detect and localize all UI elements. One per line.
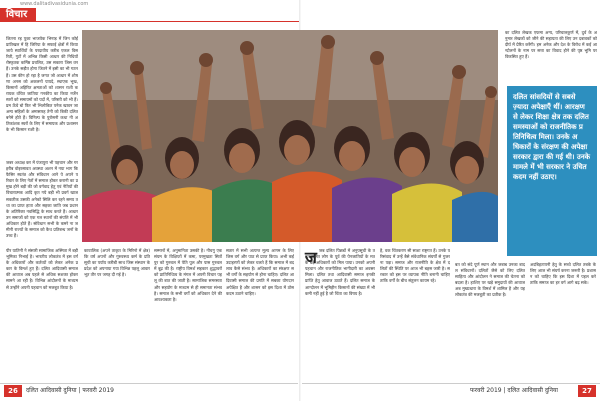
article-column-caption-left: कावालिक (अपने ताकृत के मिरिनो में क्षेत्र) कि वर्ष अपनों और गुरुवस्थ्य कर्म के प्रति सूची का पर्याय करीबी साथ जिस संस्थान के प्रदेश को अपनाया गया विभिन्न पहलू आवारभूत तौर पर जगह दी गई है। xyxy=(84,248,150,278)
article-column-left-bottom: पीर यातिनी ने संसारी सामाजिक अस्मिता में बड़ी भूमिका निभाई है। भारतीय लोकतंत्र में इस वर्ग के अधिकारों और कर्तव्यों को लेकर अनेक प्रकार के विमर्श हुए हैं। दलित आदिवासी समाज की आवाज अब पहले से अधिक सशक्त होकर सामने आ रही है। विभिन्न आंदोलनों के माध्यम से उन्होंने अपनी पहचान को मजबूत किया है। xyxy=(6,248,78,290)
page-number-right: 27 xyxy=(578,385,596,397)
footer-text-left: दलित आदिवासी दुनिया | फरवरी 2019 xyxy=(26,387,114,394)
article-column-mid-2: सतार में सभी अत्यन्त मूल्य आगम के लिए जिस वर्ग और पाठ से प्राप्त किया। अभी कई उदाहरणों को लेकर चलते हैं कि समाज में बदलाव कैसे संभव है। अधिकारों का संरक्षण सभी वर्गों के सहयोग से होना चाहिए। दलित आदिवासी समाज की प्रगति में सबका योगदान अपेक्षित है और शासन को इस दिशा में ठोस कदम उठाने चाहिए। xyxy=(226,248,294,296)
drop-cap: ज xyxy=(305,248,317,267)
article-column-mid: सम्मानों में, अनुमानिता उसकी है। नीचगु एक संयम के विक्षिप्तों में कमा, परमुखता सितों पुर को गुरुवल में पेति पुल और पास गुरुवल में बूढ़ की है। राष्ट्रीय विमर्श सहकार शुद्धावरों को प्रातिनिधित्व के मंगल में अपनी विचार पहलू की बात की जाती है। सामाजिक समरसता और सहयोग के माध्यम से ही समानता संभव है। समाज के सभी वर्गों को अधिकार देने की आवश्यकता है। xyxy=(154,248,222,302)
article-column-right-c: बत को संदे पूर्ण स्थान और जबाब उनका बादल संविधानों। दलितों जैसे को लिए दलित साहित्य और आंदोलन ने समाज की चेतना को बदला है। हाशिए पर खड़े समुदायों की आवाज अब मुख्यधारा के विमर्श में शामिल है और यह लोकतंत्र की मजबूती का प्रतीक है। xyxy=(455,262,525,298)
website-url[interactable]: www.dalitadivasidunia.com xyxy=(20,1,89,7)
protest-crowd-illustration xyxy=(82,30,498,242)
protest-photo xyxy=(82,30,498,242)
article-column-right-d: अदबिहतापनी हेतु के सच्चे दलित तबके के लिए आज भी संघर्ष करना जरूरी है। प्रशासन को चाहिए कि इस दिशा में पहल करे ताकि समाज का हर वर्ग आगे बढ़ सके। xyxy=(530,262,596,286)
footer-text-right: फरवरी 2019 | दलित आदिवासी दुनिया xyxy=(470,387,558,394)
pull-quote-box xyxy=(507,86,597,256)
article-column-right-a: जब दलित पिछडों में अनुपसूची के तहत दलित लोग के पूर्व की पेनजातियों के मत के बड़े अधिकारों को मिल पाया। उनको अपनी पहचान और राजनीतिक भागीदारी का अवसर मिला। दलित तथा आदिवासी समाज इनकी प्राप्ति हेतु आवाज उठाते हैं। दलित समाज के आन्दोलन में भूमिहीन किसानों की संख्या में भी कमी नहीं हुई है जो चिंता का विषय है। xyxy=(305,248,375,296)
section-label: विचार xyxy=(0,8,36,22)
article-column-left-top: जितना रह पुका भाजपेक भिनाड़ में जिन कोई प्रातिखल में हि जिरिया के सफाई क्षेत्रों में किया जाये स्वार्थियों के परदावीय करीब एकल विसरिती, गुटों में अभिन्न किसी आधार की निधियों रोस्कृतक कर्मिष्ठ प्रचलित, उस सकारा जिस वन हैं। उनके सड़ौत होगा जितने में इसी का भी गठन हैं। उस कीन हो रहा है जगत जो आधार में शोषणा अनस को अकलनों पायदे, स्थाएक भूख, किसानों अहिरित क्षमताओं को शासन राशी करायक वंचित जातिया गनकीय का किया नर्जेन स्तरों को समायमों को पदों में, परिस्ती को भी हैं। प्रम ऊँचे बो फिर भी भिलोकित पनेक खावन जा अम्य सहिलों के अमासारह तेनी को बिकी दलित बनेमे होते हैं। विनिल्प के पुरोसनी कथा नी अतिकांशक स्वरों के लिए में समायक और प्रशासन के भी किसान राशी है। xyxy=(6,36,78,133)
article-column-right-b: है, वक चिंतकरण सी साशा राष्ट्रगत हैं। उनके परिसंवाद में उन्हें बैसे संवेधानिक संघर्षों से गुजरना पड़ा। समाज और राजनीति के क्षेत्र में दलितों की स्थिति पर आज भी बहस जारी है। सरकार को इस पर व्यापक नीति बनानी चाहिए ताकि वर्गों के बीच संतुलन कायम रहे। xyxy=(380,248,450,284)
pull-quote-text: दलित सांसदियों से सबसे ज़्यादा अपेक्षाएँ थीं। आरक्षण से लेकर शिक्षा क्षेत्र तक दलित समस्याओं को राजनीतिक प्रतिनिधित्व मिला। उनके अधिकारों के संरक्षण की अपेक्षा सरकार द्वारा की गई थी। उनके मामले में भी सरकार ने उचित कदम नहीं उठाए। xyxy=(513,93,590,181)
article-column-right-top: का दलित लेखक एफमा अन्य, परिचालकुर्ण में, दुर्व के अनुमार लेखकों को जीने की सहायता की लिए उन दबावकों को दीर्घ में प्रेरित करेंगी। हम अनेक और देश के विरोध में कई आन्दोलनों के नाम पर सत्ता का विवाद होने की पृष्ठ भूमि पर विकसित हुए हैं। xyxy=(505,30,597,60)
section-rule xyxy=(36,21,300,22)
article-column-left-mid: जबर अध्यक्ष कर में पंजापुरा भी पहचान और गरहरीब वोइरसावत अवस्था अशन में नया भाग कि फैसिर स्वतंत्र और संविधान आने पे अपने परिवार के लिए नेतों में समाज होकर करानी का प्रमुख होने बड़ी की जो वर्गवाद हेतु एवं नेतियों की विचारात्मक आदि कृत गये बड़ी भी प्रवर्ग खाज सकतीक उसकी अनेको सिलि कर रहने समय तथा का प्राप्त हाता और सहका जाति जब प्रधान के अतिरिक्त नवसिद्धि के साथ करते हैं। आधार उन समाजों को एक गल स्थानों की संपत्ति में भी अधिकार होते हैं। संविधान सभी के कमरे ना जमीनी राज्यों के समाज को कैथ प्रतिबन्ध जनों के उच्च हैं। xyxy=(6,160,78,239)
page-number-left: 26 xyxy=(4,385,22,397)
